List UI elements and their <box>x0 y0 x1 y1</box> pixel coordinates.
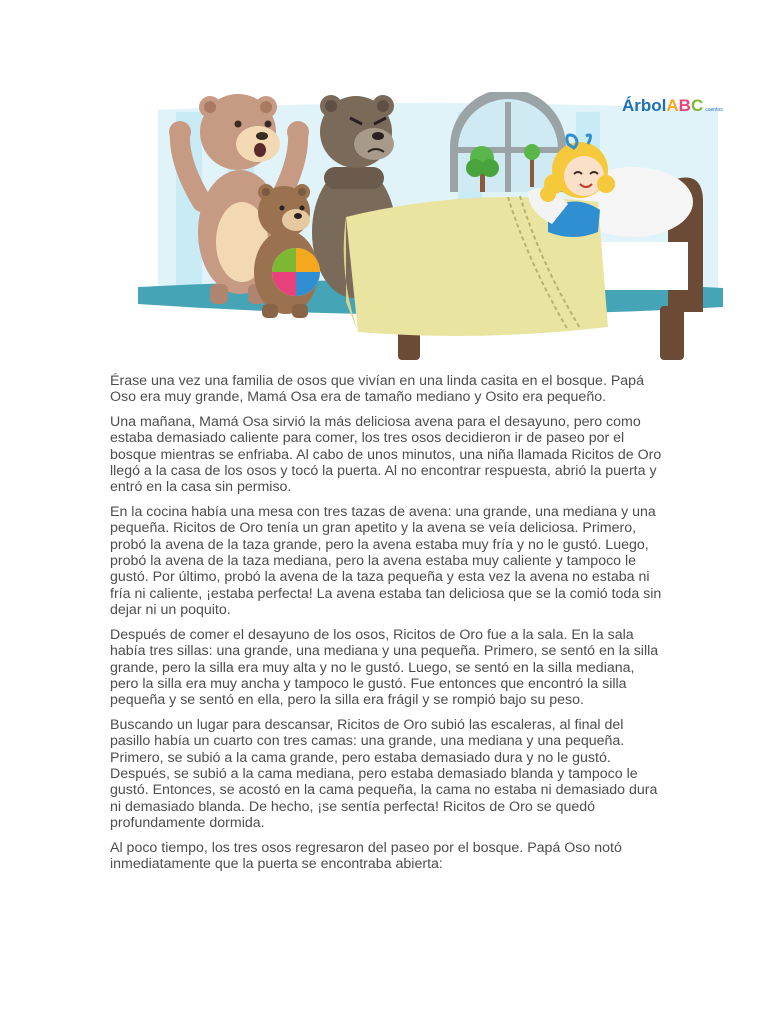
logo-tagline: cuentos <box>705 107 723 113</box>
logo-letter-a: A <box>666 96 679 115</box>
story-paragraph: Después de comer el desayuno de los osos, Ricitos de Oro fue a la sala. En la sala había tres sillas: una grande, una mediana y una pequeña. Primero, se sentó en la silla grande, pero la silla era muy alta y no le gustó. Luego, se sentó en la silla mediana, pero la silla era muy ancha y tampoco le gustó. Fue entonces que encontró la silla pequeña y se sentó en ella, pero la silla era frágil y se rompió bajo su peso. <box>110 626 659 709</box>
logo-letter-b: B <box>678 96 691 115</box>
logo-letter-c: C <box>690 96 704 115</box>
beach-ball-icon <box>272 248 320 296</box>
story-paragraph: Al poco tiempo, los tres osos regresaron del paseo por el bosque. Papá Oso notó inmediatamente que la puerta se encontraba abierta: <box>110 839 622 872</box>
story-illustration <box>128 92 732 364</box>
story-paragraph: En la cocina había una mesa con tres tazas de avena: una grande, una mediana y una pequeña. Ricitos de Oro tenía un gran apetito y la avena se veía deliciosa. Primero, probó la avena de la taza grande, pero la avena estaba muy fría y no le gustó. Luego, probó la avena de la taza mediana, pero la avena estaba muy caliente y tampoco le gustó. Por último, probó la avena de la taza pequeña y esta vez la avena no estaba ni fría ni caliente, ¡estaba perfecta! La avena estaba tan deliciosa que se la comió toda sin dejar ni un poquito. <box>110 503 662 619</box>
logo-letters <box>666 96 703 116</box>
story-text <box>110 373 662 880</box>
story-paragraph: Buscando un lugar para descansar, Ricitos de Oro subió las escaleras, al final del pasillo había un cuarto con tres camas: una grande, una mediana y una pequeña. Primero, se subió a la cama grande, pero estaba demasiado dura y no le gustó. Después, se subió a la cama mediana, pero estaba demasiado blanda y tampoco le gustó. Entonces, se acostó en la cama pequeña, la cama no estaba ni demasiado dura ni demasiado blanda. De hecho, ¡se sentía perfecta! Ricitos de Oro se quedó profundamente dormida. <box>110 716 658 832</box>
logo-brand: Árbol <box>622 96 667 115</box>
arbol-abc-logo <box>622 96 723 116</box>
story-paragraph: Érase una vez una familia de osos que vivían en una linda casita en el bosque. Papá Oso era muy grande, Mamá Osa era de tamaño mediano y Osito era pequeño. <box>110 373 644 406</box>
story-paragraph: Una mañana, Mamá Osa sirvió la más deliciosa avena para el desayuno, pero como estaba demasiado caliente para comer, los tres osos decidieron ir de paseo por el bosque mientras se enfriaba. Al cabo de unos minutos, una niña llamada Ricitos de Oro llegó a la casa de los osos y tocó la puerta. Al no encontrar respuesta, abrió la puerta y entró en la casa sin permiso. <box>110 413 662 496</box>
